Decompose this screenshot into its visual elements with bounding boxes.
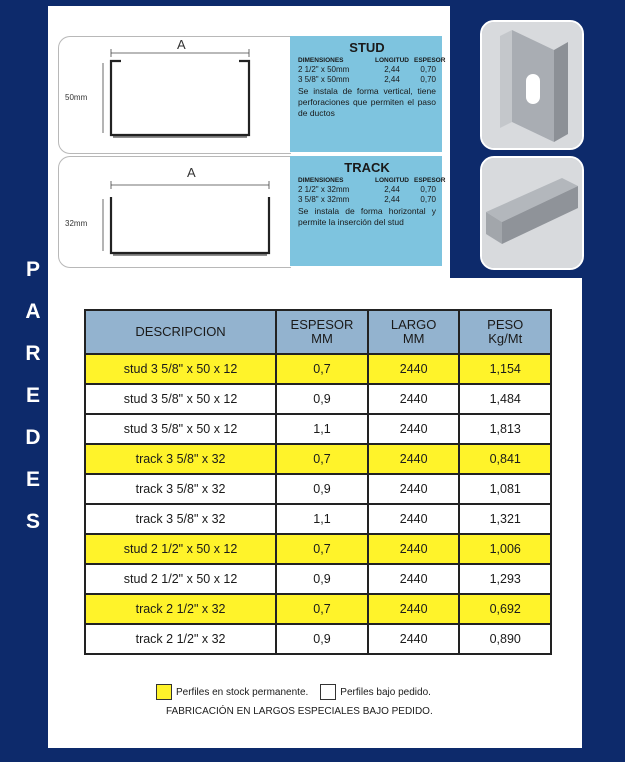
cell-description: stud 3 5/8" x 50 x 12: [85, 384, 276, 414]
spec-dimension: 2 1/2" x 50mm: [298, 65, 350, 74]
cell-description: track 3 5/8" x 32: [85, 504, 276, 534]
cell-largo: 2440: [368, 624, 460, 654]
track-dimension-height: 32mm: [65, 219, 88, 228]
cell-peso: 1,484: [459, 384, 551, 414]
spec-dimension: 3 5/8" x 50mm: [298, 75, 350, 84]
table-row: [85, 444, 551, 474]
spec-length: 2,44: [384, 75, 400, 84]
cell-largo: 2440: [368, 354, 460, 384]
cell-espesor: 0,9: [276, 474, 368, 504]
table-row: [85, 354, 551, 384]
col-espesor: ESPESOR: [414, 57, 446, 64]
cell-espesor: 0,9: [276, 624, 368, 654]
table-row: [85, 474, 551, 504]
spec-table: [84, 309, 552, 655]
track-info-box: [290, 156, 446, 266]
stud-dimension-a: A: [177, 37, 186, 52]
stud-spec-row: [298, 75, 436, 84]
col-dimensiones: DIMENSIONES: [298, 177, 344, 184]
cell-description: stud 2 1/2" x 50 x 12: [85, 534, 276, 564]
col-longitud: LONGITUD: [375, 177, 409, 184]
cell-description: track 2 1/2" x 32: [85, 624, 276, 654]
stock-swatch: [156, 684, 172, 700]
cell-peso: 0,890: [459, 624, 551, 654]
cell-peso: 1,293: [459, 564, 551, 594]
cell-description: stud 3 5/8" x 50 x 12: [85, 354, 276, 384]
cell-peso: 1,081: [459, 474, 551, 504]
legend-line: [156, 684, 486, 700]
col-espesor: ESPESOR: [414, 177, 446, 184]
header-peso: PESO Kg/Mt: [459, 310, 551, 354]
cell-espesor: 0,7: [276, 444, 368, 474]
stud-note: Se instala de forma vertical, tiene perforaciones que permiten el paso de ductos: [298, 86, 436, 118]
cell-largo: 2440: [368, 384, 460, 414]
cell-espesor: 1,1: [276, 504, 368, 534]
track-spec-row: [298, 195, 436, 204]
spec-thickness: 0,70: [420, 195, 436, 204]
cell-peso: 0,841: [459, 444, 551, 474]
spec-thickness: 0,70: [420, 185, 436, 194]
table-row: [85, 624, 551, 654]
order-swatch: [320, 684, 336, 700]
section-letter: D: [25, 426, 41, 449]
section-letter: A: [25, 300, 41, 323]
col-dimensiones: DIMENSIONES: [298, 57, 344, 64]
cell-espesor: 0,9: [276, 384, 368, 414]
legend: [156, 684, 486, 717]
section-letter: R: [25, 342, 41, 365]
track-illustration: [482, 158, 582, 268]
header-espesor: ESPESOR MM: [276, 310, 368, 354]
table-row: [85, 414, 551, 444]
cell-espesor: 0,7: [276, 354, 368, 384]
spec-length: 2,44: [384, 65, 400, 74]
track-dimension-a: A: [187, 165, 196, 180]
cell-description: stud 2 1/2" x 50 x 12: [85, 564, 276, 594]
stud-title: STUD: [349, 40, 385, 55]
cell-largo: 2440: [368, 594, 460, 624]
cell-espesor: 0,7: [276, 534, 368, 564]
table-row: [85, 564, 551, 594]
track-profile-drawing: [58, 156, 291, 268]
cell-largo: 2440: [368, 564, 460, 594]
cell-description: stud 3 5/8" x 50 x 12: [85, 414, 276, 444]
track-profile-icon: [59, 157, 291, 267]
cell-espesor: 1,1: [276, 414, 368, 444]
cell-espesor: 0,9: [276, 564, 368, 594]
cell-description: track 2 1/2" x 32: [85, 594, 276, 624]
spec-thickness: 0,70: [420, 75, 436, 84]
header-largo: LARGO MM: [368, 310, 460, 354]
cell-peso: 1,321: [459, 504, 551, 534]
section-label-paredes: [20, 258, 46, 534]
header-descripcion: DESCRIPCION: [85, 310, 276, 354]
cell-largo: 2440: [368, 414, 460, 444]
cell-peso: 0,692: [459, 594, 551, 624]
table-row: [85, 384, 551, 414]
stock-legend-label: Perfiles en stock permanente.: [176, 686, 309, 698]
stud-spec-header: [298, 57, 446, 64]
track-note: Se instala de forma horizontal y permite la inserción del stud: [298, 206, 436, 227]
cell-largo: 2440: [368, 444, 460, 474]
cell-largo: 2440: [368, 504, 460, 534]
stud-spec-row: [298, 65, 436, 74]
cell-peso: 1,006: [459, 534, 551, 564]
track-spec-row: [298, 185, 436, 194]
legend-footer: FABRICACIÓN EN LARGOS ESPECIALES BAJO PEDIDO.: [166, 706, 433, 717]
stud-profile-icon: [59, 37, 291, 153]
section-letter: E: [25, 468, 40, 491]
stud-info-box: [290, 36, 446, 152]
cell-largo: 2440: [368, 474, 460, 504]
stud-dimension-height: 50mm: [65, 93, 88, 102]
cell-peso: 1,154: [459, 354, 551, 384]
table-row: [85, 504, 551, 534]
section-letter: P: [25, 258, 40, 281]
cell-description: track 3 5/8" x 32: [85, 474, 276, 504]
col-longitud: LONGITUD: [375, 57, 409, 64]
track-spec-header: [298, 177, 446, 184]
cell-peso: 1,813: [459, 414, 551, 444]
cell-espesor: 0,7: [276, 594, 368, 624]
track-product-photo: [480, 156, 584, 270]
track-title: TRACK: [344, 160, 390, 175]
cell-largo: 2440: [368, 534, 460, 564]
spec-dimension: 3 5/8" x 32mm: [298, 195, 350, 204]
spec-dimension: 2 1/2" x 32mm: [298, 185, 350, 194]
spec-length: 2,44: [384, 185, 400, 194]
section-letter: S: [25, 510, 40, 533]
table-row: [85, 594, 551, 624]
spec-length: 2,44: [384, 195, 400, 204]
section-letter: E: [25, 384, 40, 407]
stud-profile-drawing: [58, 36, 291, 154]
table-header-row: [85, 310, 551, 354]
order-legend-label: Perfiles bajo pedido.: [340, 686, 431, 698]
stud-product-photo: [480, 20, 584, 150]
stud-illustration: [482, 22, 582, 148]
cell-description: track 3 5/8" x 32: [85, 444, 276, 474]
spec-thickness: 0,70: [420, 65, 436, 74]
table-row: [85, 534, 551, 564]
